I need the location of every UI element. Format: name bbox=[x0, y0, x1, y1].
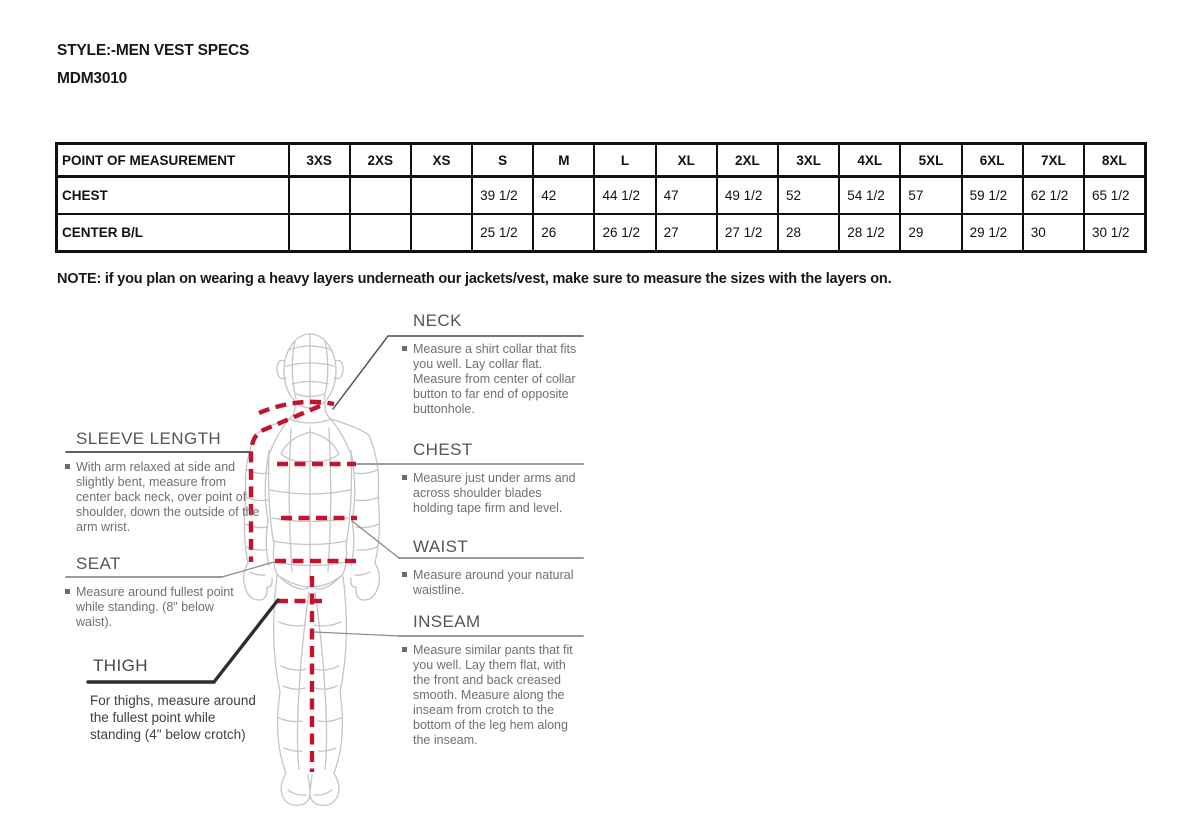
bullet-square-icon bbox=[402, 572, 407, 577]
section-text: Measure a shirt collar that fits you well. Lay collar flat. Measure from center of collar button to far end of opposite buttonhole. bbox=[413, 341, 577, 416]
row-label: CHEST bbox=[57, 177, 289, 215]
table-cell: 29 bbox=[900, 214, 961, 252]
table-cell: 54 1/2 bbox=[839, 177, 900, 215]
guide-section-seat bbox=[65, 554, 250, 630]
column-header-size: 2XL bbox=[717, 144, 778, 177]
table-cell: 30 bbox=[1023, 214, 1084, 252]
neck-measure-line bbox=[259, 402, 334, 413]
mannequin-wireframe-figure bbox=[244, 334, 380, 805]
layers-note: NOTE: if you plan on wearing a heavy layers underneath our jackets/vest, make sure to measure the sizes with the layers on. bbox=[57, 271, 892, 287]
table-row-center-bl bbox=[57, 214, 1146, 252]
guide-section-waist bbox=[402, 537, 582, 598]
column-header-size: 3XS bbox=[289, 144, 350, 177]
table-header-row bbox=[57, 144, 1146, 177]
table-cell: 25 1/2 bbox=[472, 214, 533, 252]
table-cell: 27 bbox=[656, 214, 717, 252]
column-header-size: 7XL bbox=[1023, 144, 1084, 177]
guide-section-chest bbox=[402, 440, 582, 516]
table-cell: 28 bbox=[778, 214, 839, 252]
table-cell: 28 1/2 bbox=[839, 214, 900, 252]
measure-lines bbox=[251, 402, 358, 772]
column-header-size: 4XL bbox=[839, 144, 900, 177]
column-header-size: 3XL bbox=[778, 144, 839, 177]
section-title: SEAT bbox=[76, 554, 121, 573]
column-header-size: L bbox=[594, 144, 655, 177]
style-code: MDM3010 bbox=[57, 70, 128, 87]
table-cell bbox=[289, 214, 350, 252]
table-cell bbox=[350, 177, 411, 215]
guide-section-neck bbox=[402, 311, 582, 417]
table-cell: 26 1/2 bbox=[594, 214, 655, 252]
section-text: With arm relaxed at side and slightly bent, measure from center back neck, over point of shoulder, down the outside of the arm wrist. bbox=[76, 459, 260, 534]
section-text: Measure around fullest point while standing. (8" below waist). bbox=[76, 584, 234, 629]
table-cell: 47 bbox=[656, 177, 717, 215]
column-header-size: XL bbox=[656, 144, 717, 177]
table-cell: 44 1/2 bbox=[594, 177, 655, 215]
table-cell bbox=[350, 214, 411, 252]
table-cell: 29 1/2 bbox=[962, 214, 1023, 252]
section-title: NECK bbox=[413, 311, 462, 330]
table-cell: 59 1/2 bbox=[962, 177, 1023, 215]
column-header-point-of-measurement: POINT OF MEASUREMENT bbox=[57, 144, 289, 177]
bullet-square-icon bbox=[402, 475, 407, 480]
page-title: STYLE:-MEN VEST SPECS bbox=[57, 42, 250, 59]
column-header-size: S bbox=[472, 144, 533, 177]
bullet-square-icon bbox=[402, 647, 407, 652]
bullet-square-icon bbox=[402, 346, 407, 351]
column-header-size: 2XS bbox=[350, 144, 411, 177]
section-title: THIGH bbox=[93, 656, 148, 675]
column-header-size: M bbox=[533, 144, 594, 177]
table-cell: 62 1/2 bbox=[1023, 177, 1084, 215]
column-header-size: 8XL bbox=[1084, 144, 1145, 177]
table-cell bbox=[411, 177, 472, 215]
table-cell bbox=[289, 177, 350, 215]
table-cell bbox=[411, 214, 472, 252]
column-header-size: 5XL bbox=[900, 144, 961, 177]
section-title: INSEAM bbox=[413, 612, 481, 631]
table-cell: 26 bbox=[533, 214, 594, 252]
column-header-size: XS bbox=[411, 144, 472, 177]
guide-section-inseam bbox=[402, 612, 582, 748]
table-cell: 52 bbox=[778, 177, 839, 215]
section-text: Measure just under arms and across shoulder blades holding tape firm and level. bbox=[413, 470, 576, 515]
section-text: Measure around your natural waistline. bbox=[413, 567, 574, 597]
guide-section-sleeve-length bbox=[65, 429, 261, 535]
column-header-size: 6XL bbox=[962, 144, 1023, 177]
bullet-square-icon bbox=[65, 589, 70, 594]
table-cell: 65 1/2 bbox=[1084, 177, 1145, 215]
section-title: SLEEVE LENGTH bbox=[76, 429, 222, 448]
table-cell: 57 bbox=[900, 177, 961, 215]
table-cell: 39 1/2 bbox=[472, 177, 533, 215]
table-cell: 30 1/2 bbox=[1084, 214, 1145, 252]
section-title: CHEST bbox=[413, 440, 473, 459]
table-cell: 49 1/2 bbox=[717, 177, 778, 215]
row-label: CENTER B/L bbox=[57, 214, 289, 252]
bullet-square-icon bbox=[65, 464, 70, 469]
section-text: Measure similar pants that fit you well. Lay them flat, with the front and back creased smooth. Measure along the inseam from crotch to the bottom of the leg hem along the inseam. bbox=[413, 642, 573, 747]
table-cell: 42 bbox=[533, 177, 594, 215]
table-row-chest bbox=[57, 177, 1146, 215]
section-title: WAIST bbox=[413, 537, 469, 556]
guide-section-thigh bbox=[90, 656, 262, 743]
table-cell: 27 1/2 bbox=[717, 214, 778, 252]
section-text: For thighs, measure around the fullest point while standing (4" below crotch) bbox=[90, 692, 256, 742]
size-spec-table bbox=[55, 142, 1147, 253]
sleeve-measure-line bbox=[251, 406, 320, 562]
